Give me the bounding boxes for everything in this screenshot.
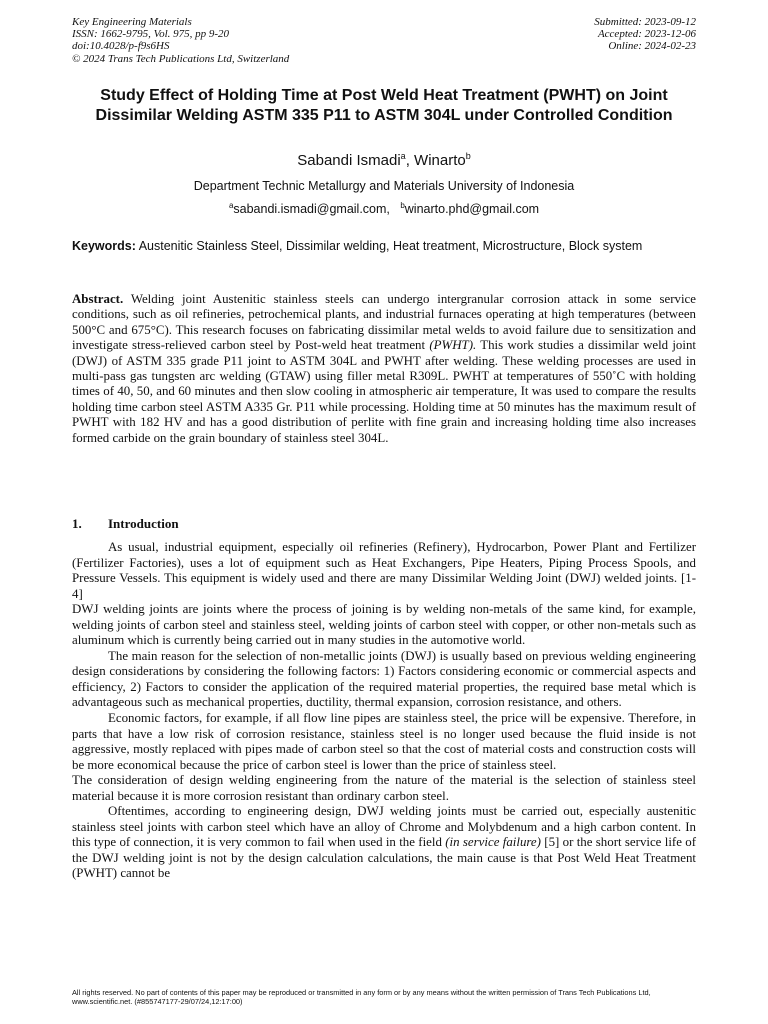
accepted-date: Accepted: 2023-12-06 [597, 28, 696, 41]
email-a-sup: a [228, 200, 234, 210]
paragraph-1: As usual, industrial equipment, especially oil refineries (Refinery), Hydrocarbon, Power Plant and Fertilizer (Fertilizer Factories), uses a lot of equipment such as Heat Exchangers, Pipe Heaters, Piping Process Spools, and Pressure Vessels. This equipment is widely used and there are many Dissimilar Welding Joint (DWJ) welded joints. [1-4] [72, 540, 696, 601]
copyright: © 2024 Trans Tech Publications Ltd, Switzerland [72, 52, 290, 65]
affiliation: Department Technic Metallurgy and Materials University of Indonesia [193, 179, 575, 193]
online-date: Online: 2024-02-23 [608, 40, 696, 53]
paper-title: Study Effect of Holding Time at Post Weld Heat Treatment (PWHT) on Joint Dissimilar Welding ASTM 335 P11 to ASTM 304L under Controlled Condition [95, 87, 673, 124]
submitted-date: Submitted: 2023-09-12 [594, 16, 696, 28]
introduction-body [72, 540, 696, 882]
footer-rights: All rights reserved. No part of contents of this paper may be reproduced or transmitted in any form or by any means without the written permission of Trans Tech Publications Ltd, www.scientific.net. (#855747177-29/07/24,12:17:00) [72, 988, 651, 1006]
paragraph-6-text-2: [5] or the short service life of the DWJ welding joint is not by the design calculation calculations, the main cause is that Post Weld Heat Treatment (PWHT) cannot be [72, 835, 696, 881]
abstract-text-1: Welding joint Austenitic stainless steels can undergo intergranular corrosion attack in some service conditions, such as oil refineries, petrochemical plants, and industrial furnaces operating at high temperatures (between 500°C and 675°C). This research focuses on fabricating dissimilar metal welds to avoid failure due to sensitization and investigate stress-relieved carbon steel by Post-weld heat treatment [72, 292, 696, 353]
section-title: Introduction [108, 516, 179, 531]
doi[interactable]: doi:10.4028/p-f9s6HS [72, 40, 170, 53]
dates-info [594, 16, 696, 53]
abstract [72, 292, 696, 446]
author-1-sup: a [400, 151, 406, 161]
paragraph-6-italic: (in service failure) [445, 835, 541, 850]
abstract-label: Abstract. [72, 292, 124, 306]
paragraph-6-text-1: Oftentimes, according to engineering design, DWJ welding joints must be carried out, especially austenitic stainless steel joints with carbon steel which have an alloy of Chrome and Molybdenum and a high carbon content. In this type of connection, it is very common to fail when used in the field [72, 804, 696, 850]
author-separator: , [405, 152, 415, 169]
email-a[interactable]: sabandi.ismadi@gmail.com, [233, 202, 390, 216]
abstract-text-2: This work studies a dissimilar weld joint (DWJ) of ASTM 335 grade P11 joint to ASTM 304L and PWHT after welding. These welding processes are used in multi-pass gas tungsten arc welding (GTAW) using filler metal R309L. PWHT at temperatures of 550˚C with holding times of 40, 50, and 60 minutes and then slow cooling in atmospheric air temperature, It was used to compare the results holding time carbon steel ASTM A335 Gr. P11 while processing. Holding time at 50 minutes has the maximum result of PWHT with 182 HV and has a good distribution of perlite with fine grain and increasing holding time also increases formed carbide on the grain boundary of stainless steel 304L. [72, 338, 696, 445]
keywords-text: Austenitic Stainless Steel, Dissimilar welding, Heat treatment, Microstructure, Block system [138, 239, 643, 253]
paragraph-6 [72, 804, 696, 882]
section-heading [72, 516, 696, 532]
issn: ISSN: 1662-9795, Vol. 975, pp 9-20 [72, 28, 230, 41]
journal-name: Key Engineering Materials [72, 16, 192, 28]
journal-info [72, 16, 289, 65]
author-1: Sabandi Ismadi [297, 152, 401, 169]
page-header [72, 16, 696, 68]
emails [72, 202, 696, 217]
author-2: Winarto [414, 152, 466, 169]
keywords [72, 239, 696, 254]
email-b[interactable]: winarto.phd@gmail.com [404, 202, 540, 216]
paragraph-2: DWJ welding joints are joints where the process of joining is by welding non-metals of the same kind, for example, welding joints of carbon steel and stainless steel, welding joints of carbon steel with copper, or other non-metals such as aluminum which is currently being carried out in many studies in the automotive world. [72, 602, 696, 648]
abstract-italic: (PWHT). [429, 338, 477, 353]
paragraph-5: The consideration of design welding engineering from the nature of the material is the selection of stainless steel material because it is more corrosion resistant than ordinary carbon steel. [72, 773, 696, 803]
author-2-sup: b [465, 151, 471, 161]
paragraph-3: The main reason for the selection of non-metallic joints (DWJ) is usually based on previous welding engineering design considerations by considering the following factors: 1) Factors considering economic or commercial aspects and efficiency, 2) Factors to consider the application of the required material properties, the required base metal which is advantageous such as mechanical properties, ductility, thermal expansion, corrosion resistance, and others. [72, 648, 696, 710]
authors [72, 152, 696, 170]
keywords-label: Keywords: [72, 239, 136, 253]
section-number: 1. [72, 516, 82, 531]
paragraph-4: Economic factors, for example, if all flow line pipes are stainless steel, the price will be expensive. Therefore, in parts that have a low risk of corrosion resistance, stainless steel is no longer used because the fluid inside is not aggressive, mostly replaced with pipes made of carbon steel so that the cost of material costs and construction costs will be more economical because the price of carbon steel is lower than the price of stainless steel. [72, 711, 696, 772]
email-b-sup: b [400, 200, 405, 210]
